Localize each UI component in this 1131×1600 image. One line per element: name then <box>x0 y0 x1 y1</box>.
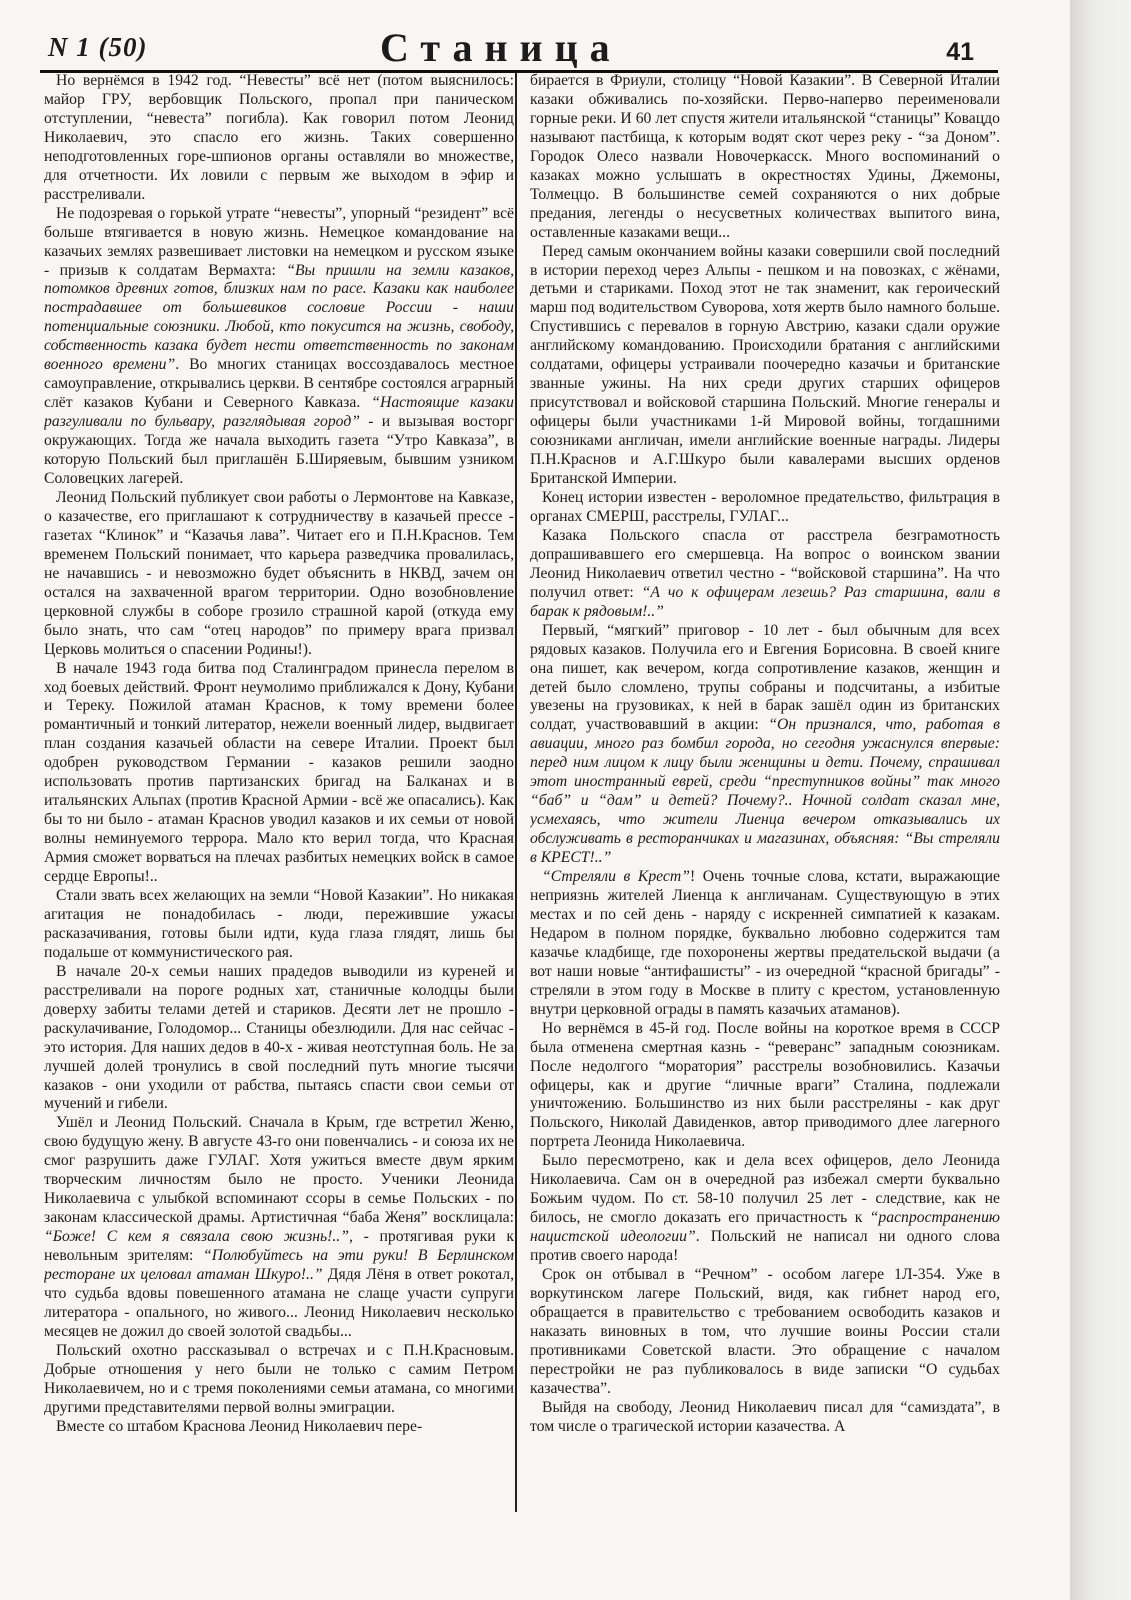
paragraph <box>530 1152 1000 1266</box>
body-text: Польский охотно рассказывал о встречах и с П.Н.Красновым. Добрые отношения у него были не только с самим Петром Николаевичем, но и с тремя поколениями семьи атамана, со многими другими представителями первой волны эмиграции. <box>44 1341 514 1416</box>
body-text: . Во многих станицах воссоздавалось местное самоуправление, открывались церкви. В сентябре состоялся аграрный слёт казаков Кубани и Северного Кавказа. <box>44 356 514 412</box>
quote-text: “А чо к офицерам лезешь? Раз старшина, вали в барак к рядовым!..” <box>530 583 1000 620</box>
paragraph <box>44 887 514 963</box>
newspaper-title: Станица <box>380 25 622 70</box>
paragraph <box>44 205 514 489</box>
body-text: В начале 20-х семьи наших прадедов выводили из куреней и расстреливали на пороге родных хат, станичные колодцы были доверху забиты телами детей и стариков. Десяти лет не прошло - раскулачивание, Голодомор... Станицы обезлюдили. Для нас сейчас - это история. Для наших дедов в 40-х - живая неотступная боль. Не за лучшей долей тронулись в свой последний путь многие тысячи казаков - они уходили от рабства, пытаясь спасти свои семьи от мучений и гибели. <box>44 962 514 1113</box>
page-number: 41 <box>946 38 974 66</box>
body-text: . Польский не написал ни одного слова против своего народа! <box>530 1228 1000 1265</box>
paragraph <box>530 622 1000 868</box>
page-header <box>40 25 998 70</box>
body-text: Но вернёмся в 45-й год. После войны на короткое время в СССР была отменена смертная казнь - “реверанс” западным союзникам. После недолгого “моратория” расстрелы возобновились. Казачьи офицеры, как и другие “личные враги” Сталина, подлежали уничтожению. Большинство из них были расстреляны - как друг Польского, Николай Давиденков, автор приводимого длее лагерного портрета Леонида Николаевича. <box>530 1019 1000 1151</box>
column-divider <box>515 72 517 1512</box>
body-text: Было пересмотрено, как и дела всех офицеров, дело Леонида Николаевича. Сам он в очередной раз избежал смерти буквально Божьим чудом. По ст. 58-10 получил 25 лет - следствие, как не билось, не смогло доказать его причастность к <box>530 1152 1000 1227</box>
quote-text: “Стреляли в Крест” <box>542 868 690 886</box>
paragraph <box>530 489 1000 527</box>
body-text: Перед самым окончанием войны казаки совершили свой последний в истории переход через Альпы - пешком и на повозках, с жёнами, детьми и стариками. Поход этот не так знаменит, как героический марш под водительством Суворова, хотя жертв было намного больше. Спустившись с перевалов в горную Австрию, казаки сдали оружие английскому командованию. Происходили братания с английскими солдатами, офицеры устраивали поочередно казачьи и британские званные ужины. На них среди других старших офицеров присутствовал и войсковой старшина Польский. Многие генералы и офицеры были участниками 1-й Мировой войны, тогдашними союзниками англичан, имели английские военные награды. Лидеры П.Н.Краснов и А.Г.Шкуро были кавалерами высших орденов Британской Империи. <box>530 242 1000 488</box>
issue-number: N 1 (50) <box>48 32 148 62</box>
paragraph <box>530 1266 1000 1399</box>
quote-text: “распространению нацистской идеологии” <box>530 1209 1000 1246</box>
paragraph <box>530 72 1000 243</box>
body-text: , - протягивая руки к невольным зрителям: <box>44 1228 514 1265</box>
scan-edge <box>1070 0 1131 1600</box>
quote-text: “Настоящие казаки разгуливали по бульвару, разглядывая город” <box>44 394 514 431</box>
body-text: - и вызывая восторг окружающих. Тогда же начала выходить газета “Утро Кавказа”, в которую Польский был приглашён Б.Ширяевым, бывшим узником Соловецких лагерей. <box>44 413 514 488</box>
quote-text: “Полюбуйтесь на эти руки! В Берлинском ресторане их целовал атаман Шкуро!..” <box>44 1247 514 1284</box>
body-text: Ушёл и Леонид Польский. Сначала в Крым, где встретил Женю, свою будущую жену. В августе 43-го они повенчались - и союза их не смог разрушить даже ГУЛАГ. Хотя ужиться вместе двум ярким творческим личностям было не просто. Ученики Леонида Николаевича с улыбкой вспоминают ссоры в семье Польских - по законам классической драмы. Артистичная “баба Женя” восклицала: <box>44 1114 514 1227</box>
body-text: Но вернёмся в 1942 год. “Невесты” всё нет (потом выяснилось: майор ГРУ, вербовщик Польского, пропал при паническом отступлении, “невеста” погибла). Как говорил потом Леонид Николаевич, это спасло его жизнь. Таких совершенно неподготовленных горе-шпионов органы оставляли во множестве, для отчетности. Их ловили с первым же выходом в эфир и расстреливали. <box>44 72 514 203</box>
body-text: В начале 1943 года битва под Сталинградом принесла перелом в ход боевых действий. Фронт неумолимо приближался к Дону, Кубани и Тереку. Пожилой атаман Краснов, к тому времени более романтичный и тонкий литератор, нежели военный лидер, выдвигает план создания казачьей области на севере Италии. Проект был одобрен руководством Германии - казаков решили заодно использовать против партизанских бригад на Балканах и в итальянских Альпах (против Красной Армии - всё же опасались). Как бы то ни было - атаман Краснов уводил казаков и их семьи от новой волны неминуемого террора. Мало кто верил тогда, что Красная Армия сможет ворваться на плечах разбитых немецких войск в самое сердце Европы!.. <box>44 659 514 886</box>
body-text: Вместе со штабом Краснова Леонид Николаевич пере- <box>56 1417 423 1435</box>
left-column <box>44 72 514 1557</box>
body-text: Стали звать всех желающих на земли “Новой Казакии”. Но никакая агитация не понадобилась - люди, пережившие ужасы расказачивания, готовы были идти, куда глаза глядят, лишь бы подальше от коммунистического рая. <box>44 886 514 961</box>
paragraph <box>44 660 514 887</box>
body-text: Казака Польского спасла от расстрела безграмотность допрашивавшего его смершевца. На вопрос о воинском звании Леонид Николаевич ответил честно - “войсковой старшина”. На что получил ответ: <box>530 526 1000 601</box>
right-column <box>530 72 1000 1557</box>
paragraph <box>530 868 1000 1020</box>
body-text: Конец истории известен - вероломное предательство, фильтрация в органах СМЕРШ, расстрелы, ГУЛАГ... <box>530 488 1000 525</box>
body-text: Дядя Лёня в ответ рокотал, что судьба вдовы повешенного атамана не слаще участи супруги литератора - опального, но живого... Леонид Николаевич несколько месяцев не дожил до своей золотой свадьбы... <box>44 1266 514 1340</box>
paragraph <box>44 72 514 205</box>
body-text: ! Очень точные слова, кстати, выражающие неприязнь жителей Лиенца к англичанам. Существующую в этих местах и по сей день - наряду с искренней симпатией к казакам. Недаром в полном порядке, буквально любовно содержится там казачье кладбище, где похоронены жертвы предательской выдачи (а вот наши новые “антифашисты” - из очередной “красной бригады” - стреляли в этом году в Москве в плиту с крестом, установленную внутри церковной ограды в память казачьих атаманов). <box>530 868 1000 1018</box>
paragraph <box>530 527 1000 622</box>
body-text: бирается в Фриули, столицу “Новой Казакии”. В Северной Италии казаки обживались по-хозяйски. Перво-наперво переименовали горные реки. И 60 лет спустя жители итальянской “станицы” Ковацдо называют пастбища, к которым водят скот через реку - “за Доном”. Городок Олесо назвали Новочеркасск. Много воспоминаний о казаках можно услышать в окрестностях Удины, Джемоны, Толмеццо. В большинстве семей сохраняются о них добрые предания, легенды о несусветных количествах выпитого вина, оставленные казаками вещи... <box>530 72 1000 241</box>
paragraph <box>44 1418 514 1437</box>
quote-text: “Вы пришли на земли казаков, потомков древних готов, близких нам по расе. Казаки как наиболее пострадавшее от большевиков сословие России - наши потенциальные союзники. Любой, кто покусится на жизнь, свободу, собственность казака будет нести ответственность по законам военного времени” <box>44 261 514 374</box>
body-text: Выйдя на свободу, Леонид Николаевич писал для “самиздата”, в том числе о трагической истории казачества. А <box>530 1398 1000 1435</box>
quote-text: “Он признался, что, работая в авиации, много раз бомбил города, но сегодня ужаснулся впервые: перед ним лицом к лицу были женщины и дети. Почему, спрашивал этот иностранный еврей, среди “преступников войны” так много “баб” и “дам” и детей? Почему?.. Ночной солдат сказал мне, усмехаясь, что жители Лиенца вечером отказывались их обслуживать в ресторанчиках и магазинах, объясняя: “Вы стреляли в КРЕСТ!..” <box>530 716 1000 867</box>
paragraph <box>530 1020 1000 1153</box>
body-text: Первый, “мягкий” приговор - 10 лет - был обычным для всех рядовых казаков. Получила его и Евгения Борисовна. В своей книге она пишет, как вечером, когда сопротивление казаков, женщин и детей было сломлено, трупы собраны и подсчитаны, а избитые увезены на грузовиках, к ней в барак зашёл один из британских солдат, участвовавший в акции: <box>530 621 1000 734</box>
paragraph <box>44 963 514 1115</box>
paragraph <box>44 489 514 660</box>
body-text: Не подозревая о горькой утрате “невесты”, упорный “резидент” всё больше втягивается в новую жизнь. Немецкое командование на казачьих землях развешивает листовки на немецком и русском языке - призыв к солдатам Вермахта: <box>44 204 514 279</box>
quote-text: “Боже! С кем я связала свою жизнь!..” <box>44 1228 349 1246</box>
paragraph <box>44 1342 514 1418</box>
paragraph <box>44 1114 514 1341</box>
body-text: Срок он отбывал в “Речном” - особом лагере 1Л-354. Уже в воркутинском лагере Польский, видя, как гибнет народ его, обращается в правительство с требованием освободить казаков и наказать виновных в том, что лучшие воины России стали противниками Советской власти. Это обращение с началом перестройки не раз публиковалось в виде записки “О судьбах казачества”. <box>530 1266 1000 1397</box>
body-text: Леонид Польский публикует свои работы о Лермонтове на Кавказе, о казачестве, его приглашают к сотрудничеству в казачьей прессе - газетах “Клинок” и “Казачья лава”. Читает его и П.Н.Краснов. Тем временем Польский понимает, что карьера разведчика провалилась, не начавшись - и невозможно будет объяснить в НКВД, зачем он остался на захваченной врагом территории. Одно возобновление церковной службы в соборе грозило страшной карой (откуда ему было знать, что сам “отец народов” по примеру врага призвал Церковь молиться о спасении Родины!). <box>44 488 514 658</box>
paragraph <box>530 1399 1000 1437</box>
paragraph <box>530 243 1000 489</box>
